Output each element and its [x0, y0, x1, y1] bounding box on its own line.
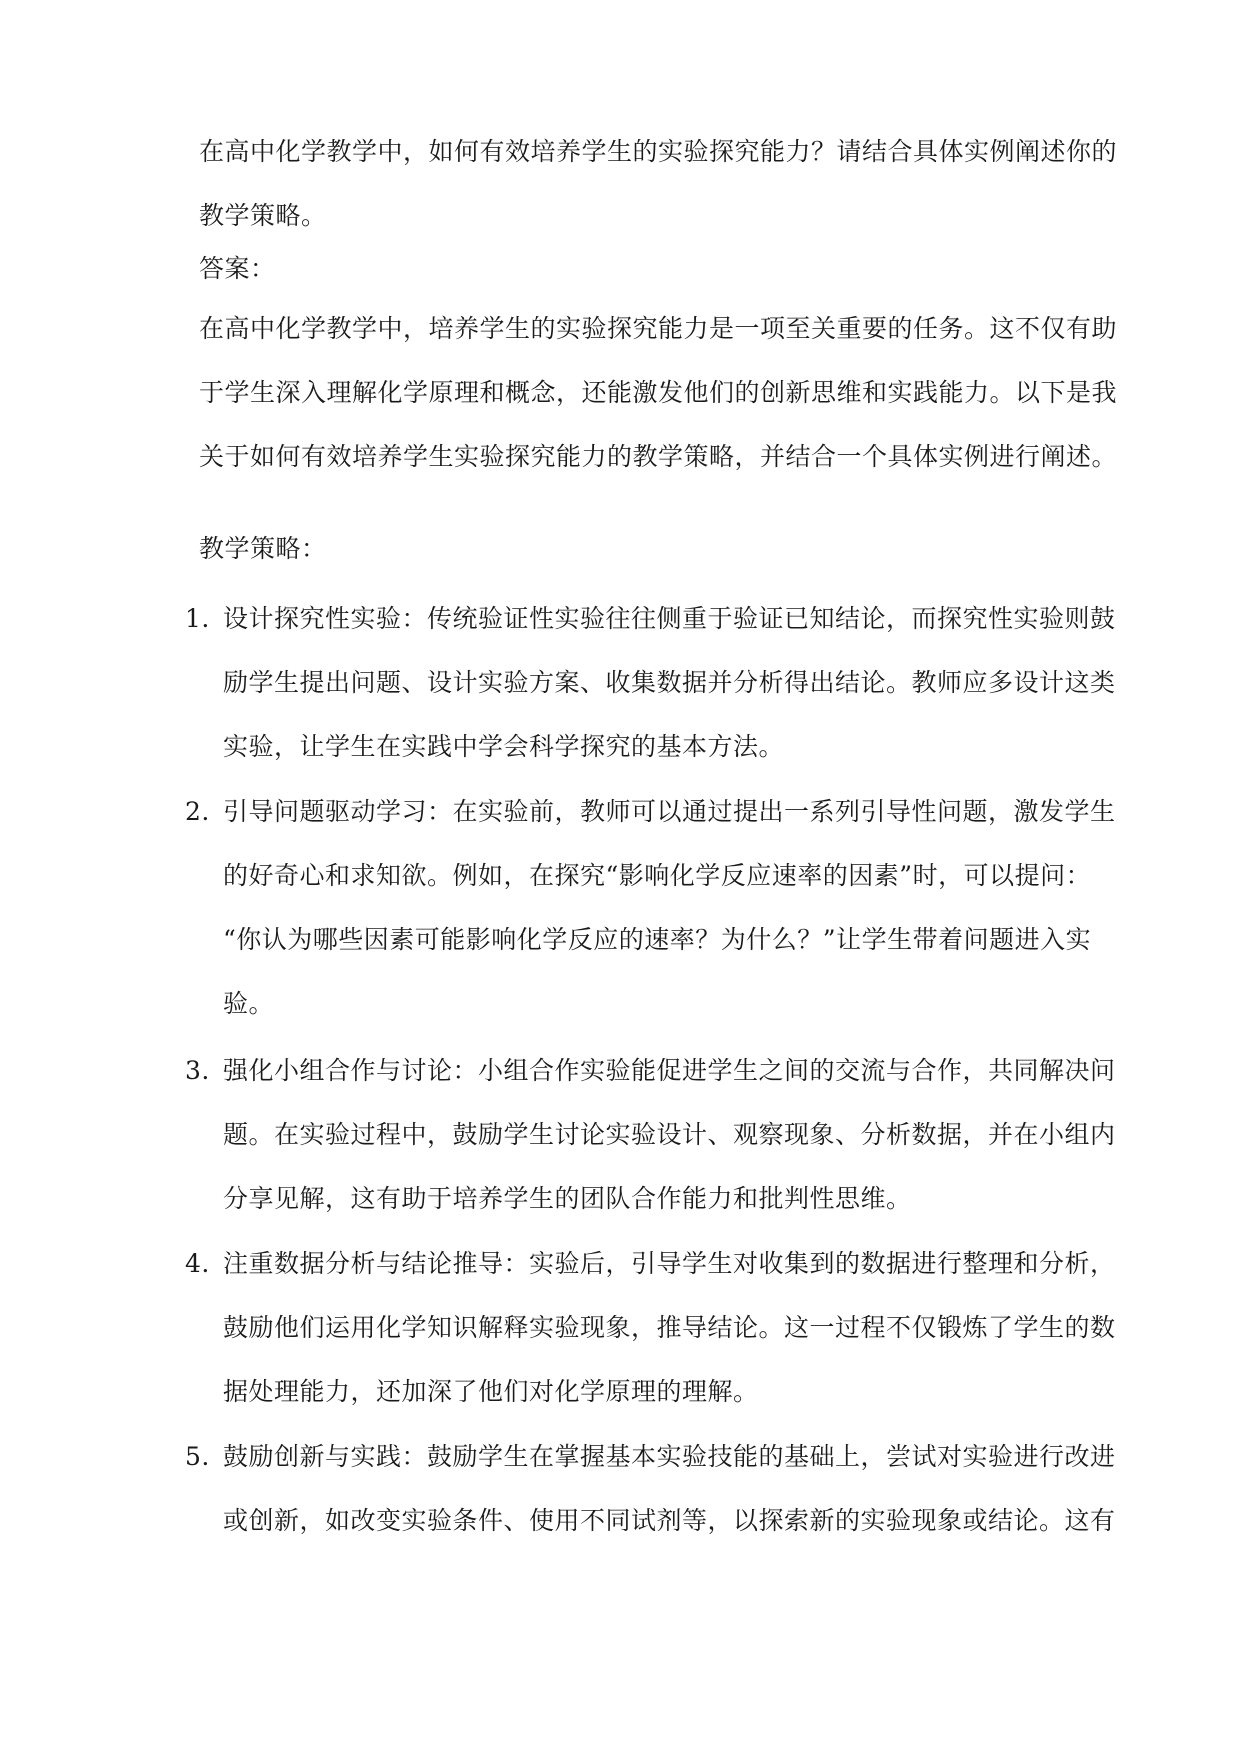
intro-paragraph [199, 297, 1118, 489]
list-number: 4. [185, 1249, 210, 1278]
question-line: 在高中化学教学中，如何有效培养学生的实验探究能力？请结合具体实例阐述你的 [199, 137, 1118, 166]
list-number: 2. [185, 797, 210, 826]
list-item-body: 引导问题驱动学习：在实验前，教师可以通过提出一系列引导性问题，激发学生 的好奇心和求知欲。例如，在探究“影响化学反应速率的因素”时，可以提问： “你认为哪些因素可能影响化学反应的速率？为什么？”让学生带着问题进入实 验。 [223, 797, 1116, 1018]
list-item-body: 设计探究性实验：传统验证性实验往往侧重于验证已知结论，而探究性实验则鼓 励学生提出问题、设计实验方案、收集数据并分析得出结论。教师应多设计这类 实验，让学生在实践中学会科学探究的基本方法。 [223, 604, 1116, 761]
list-number: 5. [185, 1442, 210, 1471]
list-item-body: 鼓励创新与实践：鼓励学生在掌握基本实验技能的基础上，尝试对实验进行改进 或创新，如改变实验条件、使用不同试剂等，以探索新的实验现象或结论。这有 [223, 1442, 1116, 1535]
list-item-body: 强化小组合作与讨论：小组合作实验能促进学生之间的交流与合作，共同解决问 题。在实验过程中，鼓励学生讨论实验设计、观察现象、分析数据，并在小组内 分享见解，这有助于培养学生的团队合作能力和批判性思维。 [223, 1056, 1116, 1213]
intro-line: 在高中化学教学中，培养学生的实验探究能力是一项至关重要的任务。这不仅有助 [199, 314, 1118, 343]
question-paragraph [199, 120, 1118, 248]
question-line: 教学策略。 [199, 201, 327, 230]
list-number: 1. [185, 604, 210, 633]
intro-line: 于学生深入理解化学原理和概念，还能激发他们的创新思维和实践能力。以下是我 [199, 378, 1118, 407]
list-number: 3. [185, 1056, 210, 1085]
strategy-label: 教学策略： [199, 534, 327, 563]
list-item-body: 注重数据分析与结论推导：实验后，引导学生对收集到的数据进行整理和分析， 鼓励他们运用化学知识解释实验现象，推导结论。这一过程不仅锻炼了学生的数 据处理能力，还加深了他们对化学原理的理解。 [223, 1249, 1116, 1406]
intro-line: 关于如何有效培养学生实验探究能力的教学策略，并结合一个具体实例进行阐述。 [199, 442, 1118, 471]
answer-label: 答案： [199, 254, 276, 283]
